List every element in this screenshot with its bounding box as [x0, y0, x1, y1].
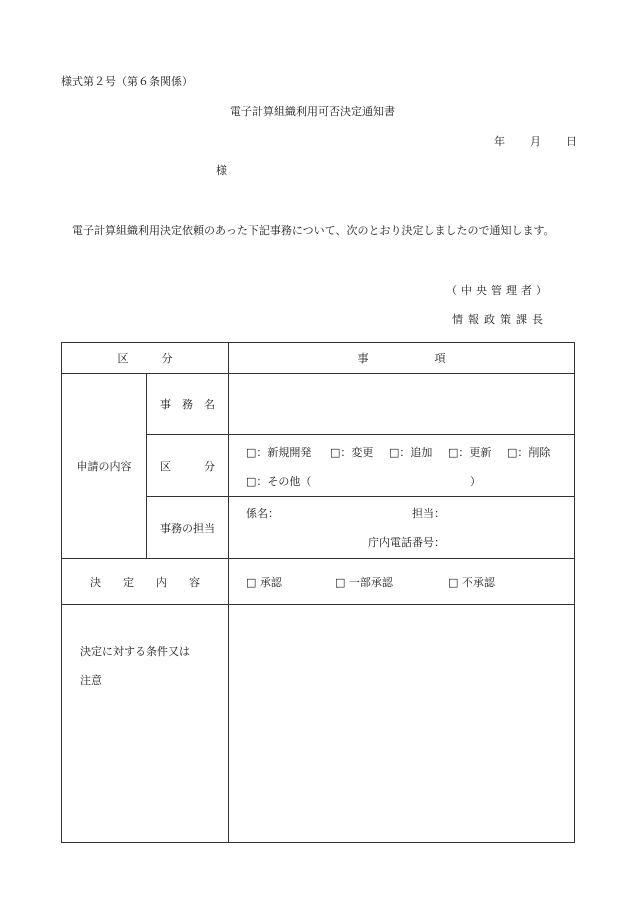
header-item: 事 項	[229, 343, 575, 374]
issuer-title: 情報政策課長	[452, 313, 548, 326]
person-cell	[229, 497, 575, 559]
phone-label: 庁内電話番号：	[368, 536, 445, 549]
decision-options-cell	[229, 559, 575, 605]
category-options-cell	[229, 435, 575, 497]
header-category: 区 分	[62, 343, 229, 374]
option-delete[interactable]: □：削除	[507, 446, 551, 459]
job-name-label: 事 務 名	[147, 374, 229, 435]
header-row	[62, 343, 575, 374]
option-change[interactable]: □：変更	[330, 446, 374, 459]
decision-approve[interactable]: □ 承認	[246, 576, 282, 589]
option-update[interactable]: □：更新	[448, 446, 492, 459]
application-table	[61, 342, 575, 843]
option-new-development[interactable]: □：新規開発	[246, 446, 312, 459]
decision-reject[interactable]: □ 不承認	[448, 576, 495, 589]
conditions-row	[62, 605, 575, 843]
person-label: 事務の担当	[147, 497, 229, 559]
application-label: 申請の内容	[62, 374, 147, 559]
decision-label: 決 定 内 容	[62, 559, 229, 605]
charge-label: 担当：	[412, 507, 445, 520]
option-other[interactable]: □：その他（	[246, 475, 312, 488]
date-day: 日	[566, 135, 577, 148]
decision-partial-approve[interactable]: □ 一部承認	[335, 576, 393, 589]
option-other-close: ）	[470, 475, 481, 488]
date-year: 年	[494, 135, 505, 148]
decision-row	[62, 559, 575, 605]
form-number: 様式第２号（第６条関係）	[61, 75, 193, 88]
category-label: 区 分	[147, 435, 229, 497]
option-add[interactable]: □：追加	[389, 446, 433, 459]
conditions-field[interactable]	[229, 605, 575, 843]
section-label: 係名：	[246, 507, 279, 520]
issuer-role: （中央管理者）	[446, 284, 551, 297]
addressee-suffix: 様	[216, 164, 227, 177]
conditions-label-line2: 注意	[80, 674, 102, 687]
document-title: 電子計算組織利用可否決定通知書	[230, 105, 395, 118]
body-text: 電子計算組織利用決定依頼のあった下記事務について、次のとおり決定しましたので通知します。	[72, 224, 555, 237]
conditions-label-cell	[62, 605, 229, 843]
job-name-field[interactable]	[229, 374, 575, 435]
job-name-row	[62, 374, 575, 435]
date-month: 月	[530, 135, 541, 148]
conditions-label-line1: 決定に対する条件又は	[80, 645, 190, 658]
